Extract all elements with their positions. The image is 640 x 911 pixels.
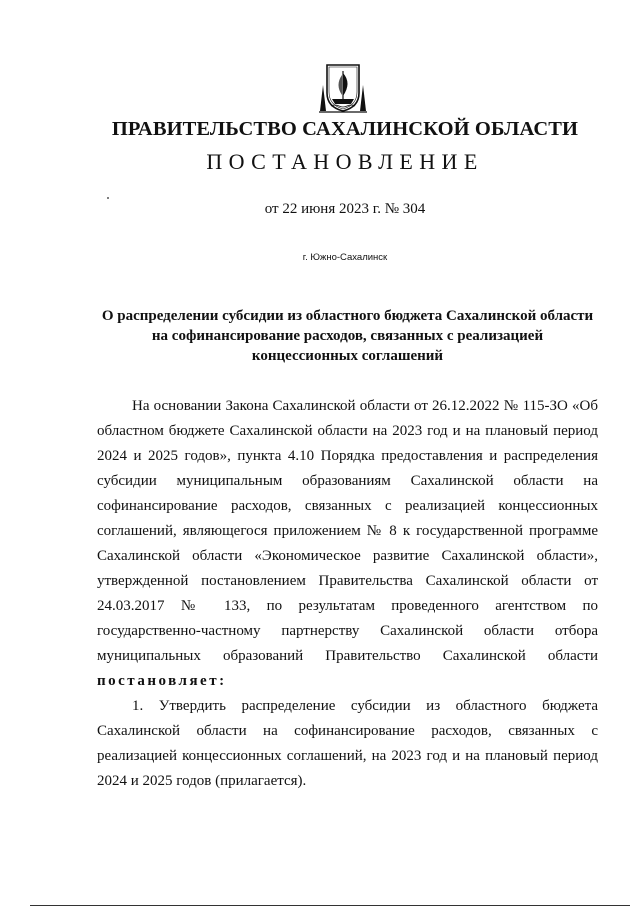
subject-line: на софинансирование расходов, связанных с реализацией bbox=[151, 328, 544, 344]
item-1-paragraph: 1. Утвердить распределение субсидии из областного бюджета Сахалинской области на софинансирование расходов, связанных с реализацией концессионных соглашений, на 2023 год и на плановый период 2024 и 2025 годов (прилагается). bbox=[97, 698, 598, 789]
page-bottom-edge bbox=[30, 905, 630, 906]
preamble-paragraph bbox=[97, 394, 598, 694]
preamble-text: На основании Закона Сахалинской области от 26.12.2022 № 115-ЗО «Об областном бюджете Сахалинской области на 2023 год и на плановый период 2024 и 2025 годов», пункта 4.10 Порядка предоставления и распределения субсидии муниципальным образованиям Сахалинской области на софинансирование расходов, связанных с реализацией концессионных соглашений, являющегося приложением № 8 к государственной программе Сахалинской области «Экономическое развитие Сахалинской области», утвержденной постановлением Правительства Сахалинской области от 24.03.2017 № 133, по результатам проведенного агентством по государственно-частному партнерству Сахалинской области отбора муниципальных образований Правительство Сахалинской области bbox=[97, 398, 598, 664]
document-body bbox=[97, 394, 598, 794]
document-type: ПОСТАНОВЛЕНИЕ bbox=[206, 149, 484, 174]
date-and-number: от 22 июня 2023 г. № 304 bbox=[264, 201, 426, 217]
document-subject bbox=[95, 306, 600, 366]
subject-line: О распределении субсидии из областного бюджета Сахалинской области bbox=[101, 308, 594, 324]
sakhalin-coat-of-arms-icon bbox=[319, 63, 367, 113]
issue-city: г. Южно-Сахалинск bbox=[302, 252, 388, 263]
subject-line: концессионных соглашений bbox=[251, 348, 444, 364]
government-title: ПРАВИТЕЛЬСТВО САХАЛИНСКОЙ ОБЛАСТИ bbox=[111, 118, 579, 140]
scan-speck bbox=[107, 197, 109, 199]
decree-word: постановляет: bbox=[97, 673, 227, 689]
